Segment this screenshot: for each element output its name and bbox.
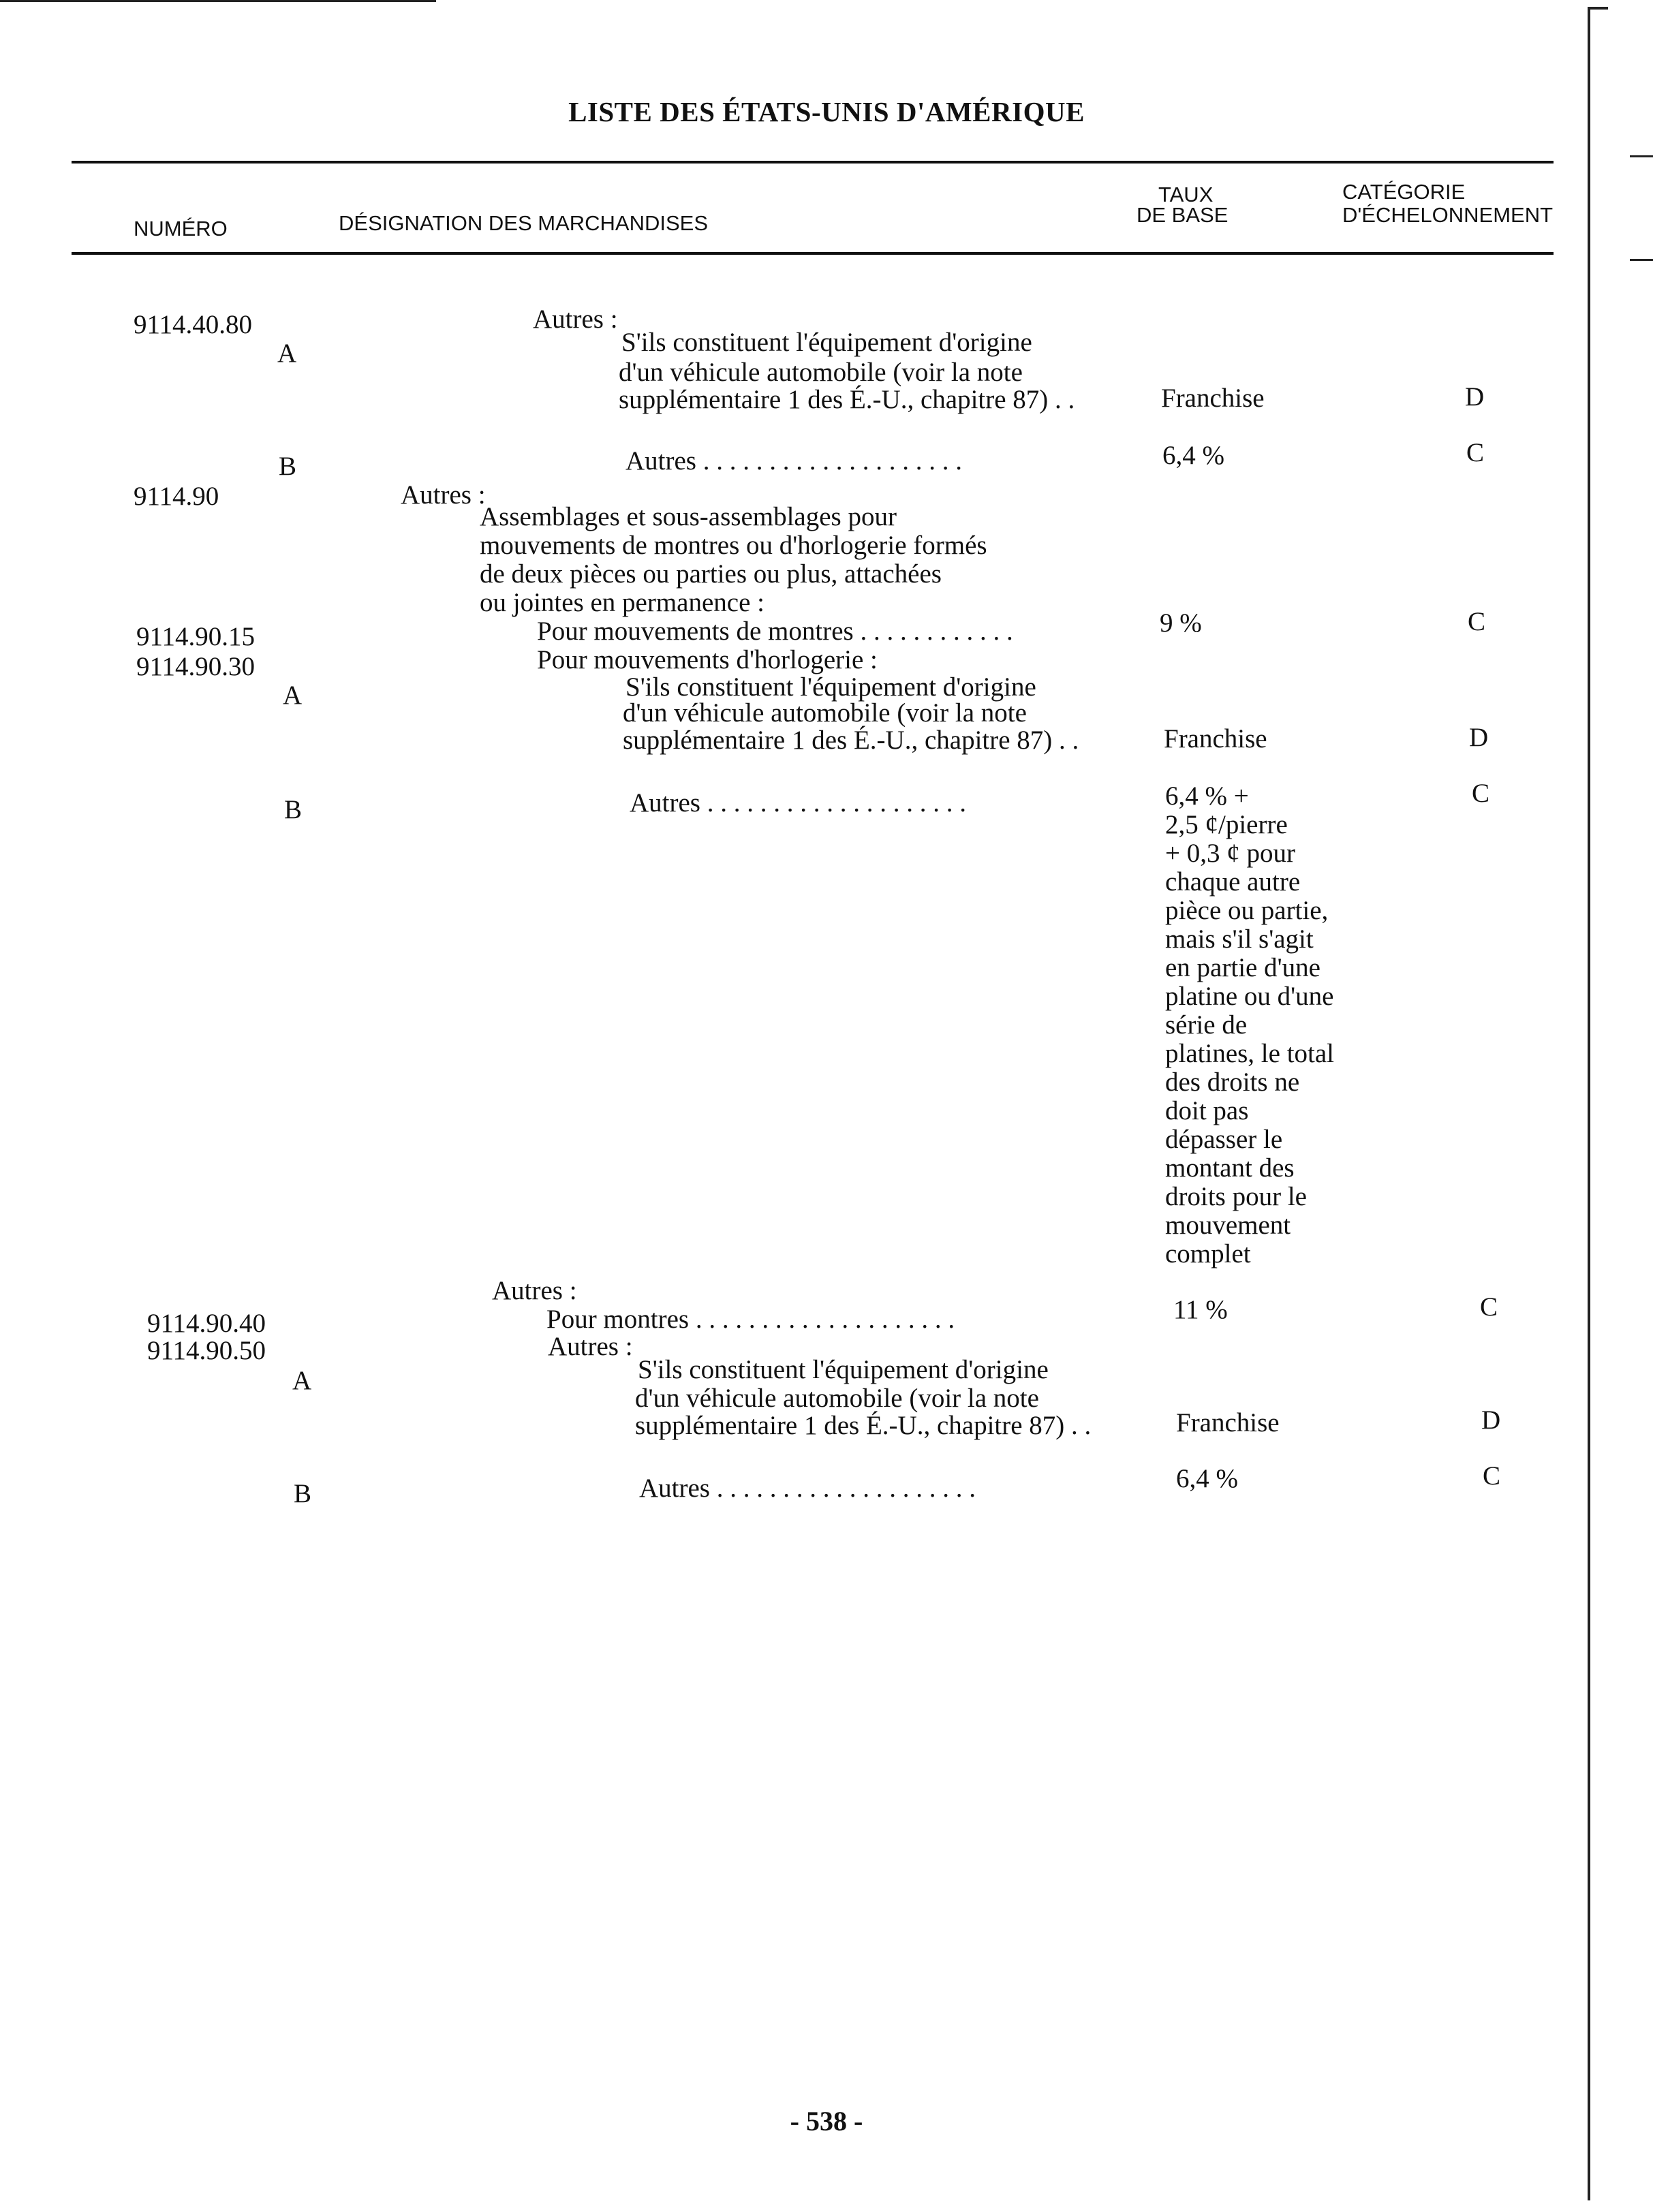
description-line: d'un véhicule automobile (voir la note — [623, 698, 1027, 728]
base-rate-line: complet — [1165, 1239, 1251, 1268]
description-text: Pour montres — [546, 1305, 690, 1334]
tariff-number: 9114.90.15 — [136, 622, 256, 651]
base-rate: 11 % — [1173, 1295, 1228, 1324]
description-line: Pour mouvements d'horlogerie : — [537, 645, 878, 674]
base-rate-line: platine ou d'une — [1165, 982, 1334, 1011]
description-line: d'un véhicule automobile (voir la note — [619, 358, 1023, 387]
sub-item-letter: B — [294, 1479, 312, 1508]
description-line — [619, 386, 1075, 414]
tariff-number: 9114.90 — [134, 482, 219, 511]
leader-dots: . . . . . . . . . . . . . . . . . . . . — [696, 446, 962, 476]
description-line — [625, 447, 962, 476]
base-rate-line: dépasser le — [1165, 1125, 1283, 1154]
tariff-number: 9114.90.30 — [136, 652, 256, 681]
description-line: Assemblages et sous-assemblages pour — [480, 502, 897, 531]
base-rate-line: droits pour le — [1165, 1182, 1307, 1211]
description-text: supplémentaire 1 des É.-U., chapitre 87) — [623, 726, 1053, 755]
column-header-cat-line1: CATÉGORIE — [1342, 180, 1466, 204]
base-rate-line: pièce ou partie, — [1165, 896, 1329, 925]
staging-category: D — [1481, 1405, 1501, 1435]
leader-dots: . . . . . . . . . . . . . . . . . . . . — [689, 1305, 955, 1334]
base-rate-line: montant des — [1165, 1153, 1295, 1183]
description-line — [623, 726, 1079, 755]
staging-category: C — [1468, 607, 1486, 636]
description-line — [546, 1305, 955, 1334]
page-title: LISTE DES ÉTATS-UNIS D'AMÉRIQUE — [568, 96, 1085, 127]
staging-category: C — [1483, 1461, 1501, 1491]
base-rate: Franchise — [1164, 724, 1267, 753]
description-text: supplémentaire 1 des É.-U., chapitre 87) — [635, 1411, 1065, 1440]
base-rate: Franchise — [1161, 384, 1265, 413]
sub-item-letter: B — [279, 452, 297, 481]
description-text: Autres — [625, 446, 696, 476]
description-line: S'ils constituent l'équipement d'origine — [621, 328, 1032, 357]
scan-edge-right-mark1 — [1630, 155, 1653, 157]
base-rate-multiline — [1165, 782, 1334, 1268]
page-number: - 538 - — [790, 2106, 863, 2136]
description-line: Autres : — [533, 305, 618, 334]
tariff-number: 9114.90.50 — [147, 1336, 266, 1365]
base-rate-line: + 0,3 ¢ pour — [1165, 839, 1295, 868]
header-bottom-rule — [72, 252, 1554, 255]
description-line: d'un véhicule automobile (voir la note — [635, 1384, 1039, 1413]
staging-category: C — [1466, 438, 1485, 467]
leader-dots: . . — [1048, 385, 1075, 414]
sub-item-letter: B — [284, 795, 303, 824]
leader-dots: . . . . . . . . . . . . . . . . . . . . — [700, 788, 966, 817]
base-rate-line: mouvement — [1165, 1211, 1291, 1240]
column-header-taux-line2: DE BASE — [1137, 203, 1229, 227]
description-line: Autres : — [492, 1276, 577, 1305]
base-rate: Franchise — [1176, 1408, 1280, 1437]
tariff-number: 9114.90.40 — [147, 1309, 266, 1338]
base-rate-line: doit pas — [1165, 1096, 1249, 1125]
leader-dots: . . — [1052, 726, 1079, 755]
leader-dots: . . — [1064, 1411, 1092, 1440]
staging-category: C — [1472, 779, 1490, 808]
column-header-taux-line1: TAUX — [1158, 183, 1214, 206]
description-line: mouvements de montres ou d'horlogerie formés — [480, 531, 987, 560]
header-top-rule — [72, 161, 1554, 163]
description-line: S'ils constituent l'équipement d'origine — [625, 672, 1036, 702]
base-rate: 6,4 % — [1176, 1464, 1238, 1493]
description-line: ou jointes en permanence : — [480, 588, 765, 617]
base-rate-line: 6,4 % + — [1165, 781, 1249, 811]
description-text: Autres — [630, 788, 700, 817]
scan-edge-right — [1588, 7, 1590, 2200]
description-line — [537, 617, 1013, 646]
column-header-numero: NUMÉRO — [134, 217, 228, 240]
base-rate-line: des droits ne — [1165, 1068, 1300, 1097]
staging-category: C — [1480, 1292, 1498, 1322]
scan-edge-right-tick-top — [1588, 7, 1608, 10]
base-rate-line: 2,5 ¢/pierre — [1165, 810, 1288, 839]
description-line — [635, 1412, 1091, 1440]
base-rate: 9 % — [1160, 608, 1202, 638]
staging-category: D — [1465, 382, 1485, 411]
column-header-designation: DÉSIGNATION DES MARCHANDISES — [339, 211, 709, 235]
staging-category: D — [1469, 723, 1489, 752]
column-header-cat-line2: D'ÉCHELONNEMENT — [1342, 203, 1554, 227]
leader-dots: . . . . . . . . . . . . . . . . . . . . — [709, 1474, 976, 1503]
base-rate-line: mais s'il s'agit — [1165, 924, 1314, 954]
sub-item-letter: A — [283, 681, 303, 710]
base-rate-line: en partie d'une — [1165, 953, 1320, 982]
sub-item-letter: A — [292, 1366, 312, 1395]
description-line — [639, 1474, 976, 1503]
tariff-number: 9114.40.80 — [134, 310, 253, 339]
description-line: Autres : — [401, 480, 486, 510]
base-rate: 6,4 % — [1162, 441, 1224, 470]
description-text: supplémentaire 1 des É.-U., chapitre 87) — [619, 385, 1049, 414]
description-text: Autres — [639, 1474, 710, 1503]
base-rate-line: série de — [1165, 1010, 1248, 1040]
description-line: Autres : — [548, 1332, 633, 1361]
base-rate-line: platines, le total — [1165, 1039, 1335, 1068]
sub-item-letter: A — [277, 339, 297, 368]
base-rate-line: chaque autre — [1165, 867, 1301, 897]
scan-edge-right-mark2 — [1630, 259, 1653, 261]
description-line: de deux pièces ou parties ou plus, attachées — [480, 559, 942, 589]
scan-edge-top — [0, 0, 436, 2]
description-line — [630, 789, 966, 817]
description-text: Pour mouvements de montres — [537, 617, 854, 646]
leader-dots: . . . . . . . . . . . . — [853, 617, 1013, 646]
description-line: S'ils constituent l'équipement d'origine — [638, 1355, 1049, 1384]
